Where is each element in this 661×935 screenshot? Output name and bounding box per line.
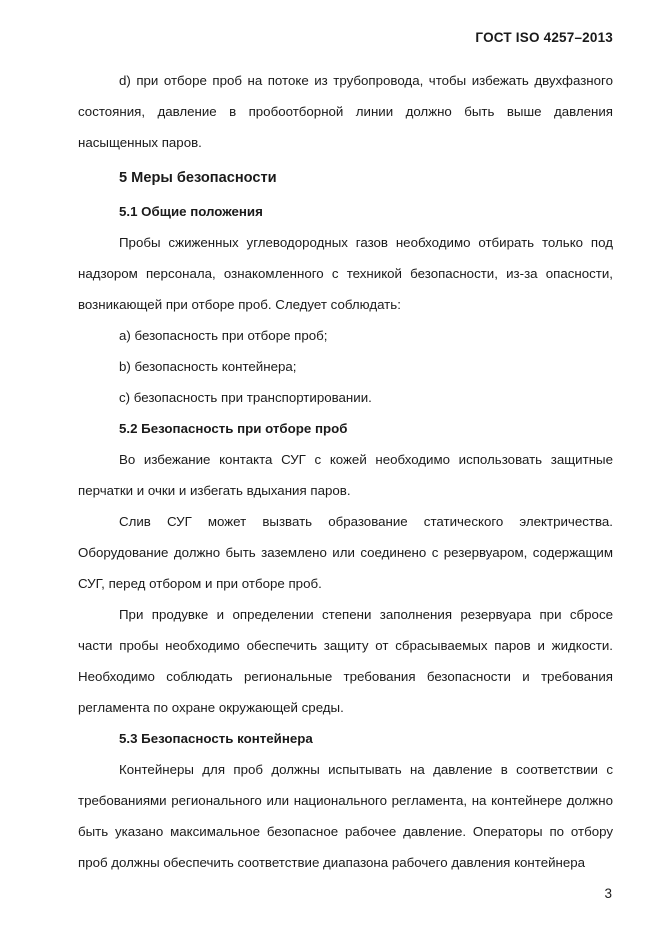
section-5-2-paragraph-1: Во избежание контакта СУГ с кожей необходимо использовать защитные перчатки и очки и избегать вдыхания паров. bbox=[78, 452, 613, 498]
document-body bbox=[78, 65, 613, 878]
page-number: 3 bbox=[604, 886, 612, 901]
list-item-a: a) безопасность при отборе проб; bbox=[119, 328, 328, 343]
section-5-1-paragraph: Пробы сжиженных углеводородных газов необходимо отбирать только под надзором персонала, ознакомленного с техникой безопасности, из-за опасности, возникающей при отборе проб. Следует соблюдать: bbox=[78, 235, 613, 312]
list-item-b: b) безопасность контейнера; bbox=[119, 359, 297, 374]
section-5-2-paragraph-2: Слив СУГ может вызвать образование статического электричества. Оборудование должно быть заземлено или соединено с резервуаром, содержащим СУГ, перед отбором и при отборе проб. bbox=[78, 514, 613, 591]
section-5-2-paragraph-3: При продувке и определении степени заполнения резервуара при сбросе части пробы необходимо обеспечить защиту от сбрасываемых паров и жидкости. Необходимо соблюдать региональные требования безопасности и требования регламента по охране окружающей среды. bbox=[78, 607, 613, 715]
paragraph-item-d: d) при отборе проб на потоке из трубопровода, чтобы избежать двухфазного состояния, давление в пробоотборной линии должно быть выше давления насыщенных паров. bbox=[78, 73, 613, 150]
section-5-1-heading: 5.1 Общие положения bbox=[119, 204, 263, 219]
document-header: ГОСТ ISO 4257–2013 bbox=[475, 30, 613, 45]
section-5-3-paragraph-1: Контейнеры для проб должны испытывать на давление в соответствии с требованиями регионального или национального регламента, на контейнере должно быть указано максимальное безопасное рабочее давление. Операторы по отбору проб должны обеспечить соответствие диапазона рабочего давления контейнера bbox=[78, 762, 613, 870]
section-5-3-heading: 5.3 Безопасность контейнера bbox=[119, 731, 313, 746]
section-5-2-heading: 5.2 Безопасность при отборе проб bbox=[119, 421, 348, 436]
section-5-heading: 5 Меры безопасности bbox=[119, 170, 277, 186]
list-item-c: c) безопасность при транспортировании. bbox=[119, 390, 372, 405]
